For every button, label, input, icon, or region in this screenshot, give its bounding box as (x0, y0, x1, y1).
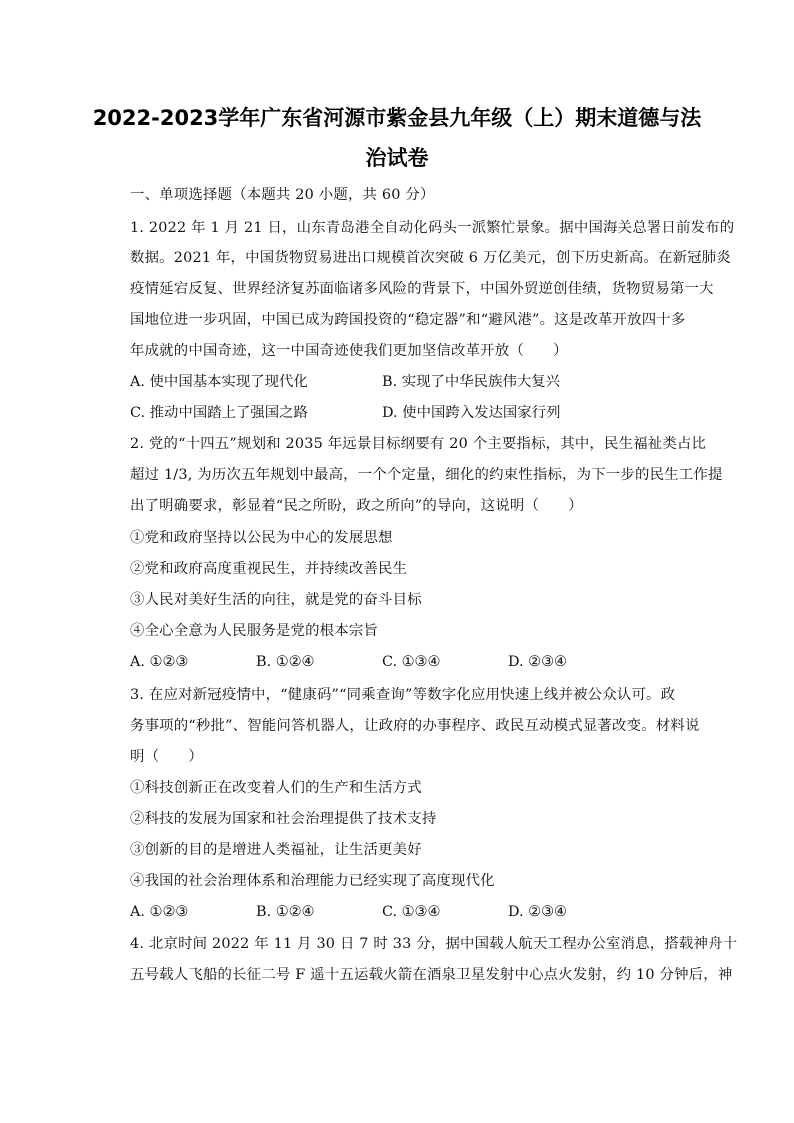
question-3-option-c: C. ①③④ (382, 904, 441, 920)
question-3-option-a: A. ①②③ (130, 904, 189, 920)
question-2-statement-1: ①党和政府坚持以公民为中心的发展思想 (130, 530, 393, 546)
question-4-line-1: 4. 北京时间 2022 年 11 月 30 日 7 时 33 分，据中国载人航天工程办公室消息，搭载神舟十 (130, 936, 738, 952)
question-2-line-3: 出了明确要求，彰显着“民之所盼，政之所向”的导向，这说明（ ） (130, 498, 583, 514)
question-1-option-b: B. 实现了中华民族伟大复兴 (382, 374, 561, 390)
question-3-statement-4: ④我国的社会治理体系和治理能力已经实现了高度现代化 (130, 873, 495, 889)
question-3-statement-3: ③创新的目的是增进人类福祉，让生活更美好 (130, 842, 422, 858)
question-2-line-1: 2. 党的“十四五”规划和 2035 年远景目标纲要有 20 个主要指标，其中，民生福祉类占比 (130, 436, 707, 452)
question-1-line-1: 1. 2022 年 1 月 21 日，山东青岛港全自动化码头一派繁忙景象。据中国海关总署日前发布的 (130, 220, 735, 236)
question-2-option-c: C. ①③④ (382, 654, 441, 670)
question-2-statement-3: ③人民对美好生活的向往，就是党的奋斗目标 (130, 592, 422, 608)
exam-title-line-2: 治试卷 (365, 146, 429, 170)
question-3-line-3: 明（ ） (130, 749, 203, 765)
question-1-line-2: 数据。2021 年，中国货物贸易进出口规模首次突破 6 万亿美元，创下历史新高。在新冠肺炎 (130, 250, 731, 266)
question-2-option-d: D. ②③④ (508, 654, 567, 670)
question-3-option-b: B. ①②④ (256, 904, 315, 920)
question-3-option-d: D. ②③④ (508, 904, 567, 920)
question-1-line-3: 疫情延宕反复、世界经济复苏面临诸多风险的背景下，中国外贸逆创佳绩，货物贸易第一大 (130, 281, 714, 297)
question-2-statement-2: ②党和政府高度重视民生，并持续改善民生 (130, 561, 408, 577)
question-2-option-b: B. ①②④ (256, 654, 315, 670)
question-3-statement-2: ②科技的发展为国家和社会治理提供了技术支持 (130, 811, 437, 827)
question-1-option-d: D. 使中国跨入发达国家行列 (382, 405, 561, 421)
question-2-option-a: A. ①②③ (130, 654, 189, 670)
question-1-option-c: C. 推动中国踏上了强国之路 (130, 405, 308, 421)
exam-title-line-1: 2022-2023学年广东省河源市紫金县九年级（上）期末道德与法 (92, 106, 702, 130)
question-4-line-2: 五号载人飞船的长征二号 F 遥十五运载火箭在酒泉卫星发射中心点火发射，约 10 分钟后，神 (130, 967, 733, 983)
question-3-line-2: 务事项的“秒批”、智能问答机器人，让政府的办事程序、政民互动模式显著改变。材料说 (130, 718, 700, 734)
question-2-line-2: 超过 1/3, 为历次五年规划中最高，一个个定量，细化的约束性指标，为下一步的民生工作提 (130, 467, 723, 483)
question-2-statement-4: ④全心全意为人民服务是党的根本宗旨 (130, 623, 379, 639)
question-1-option-a: A. 使中国基本实现了现代化 (130, 374, 308, 390)
section-heading: 一、单项选择题（本题共 20 小题，共 60 分） (130, 187, 435, 203)
question-3-statement-1: ①科技创新正在改变着人们的生产和生活方式 (130, 780, 422, 796)
question-1-line-5: 年成就的中国奇迹，这一中国奇迹使我们更加坚信改革开放（ ） (130, 343, 568, 359)
question-3-line-1: 3. 在应对新冠疫情中，“健康码”“同乘查询”等数字化应用快速上线并被公众认可。政 (130, 687, 676, 703)
question-1-line-4: 国地位进一步巩固，中国已成为跨国投资的“稳定器”和“避风港”。这是改革开放四十多 (130, 312, 686, 328)
